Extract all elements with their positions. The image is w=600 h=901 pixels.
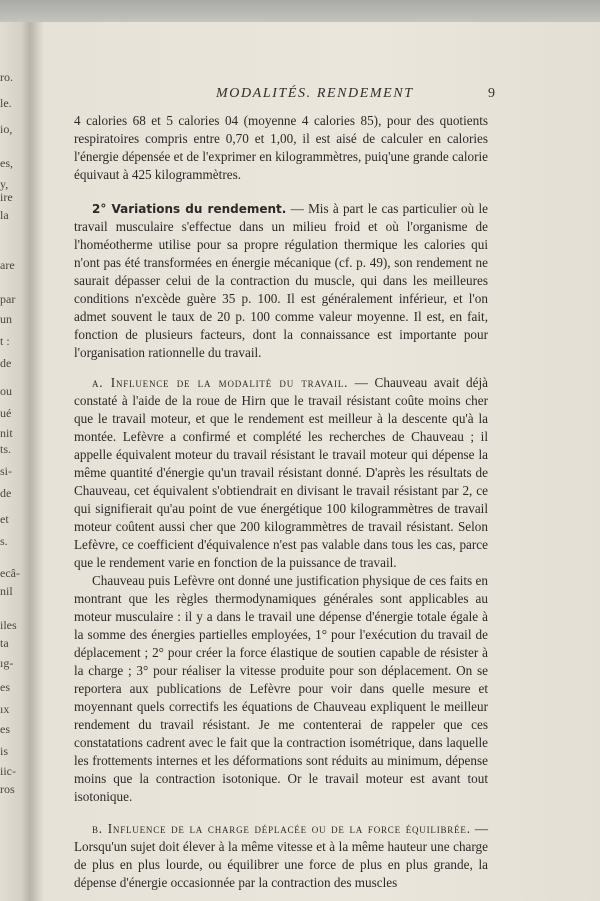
body-text [74, 112, 488, 892]
facing-page-fragment: le. [0, 96, 12, 110]
facing-page-fragment: es [0, 680, 10, 694]
running-head-title: MODALITÉS. RENDEMENT [216, 86, 414, 101]
facing-page-fragment: es, [0, 156, 13, 170]
facing-page-fragment: ire [0, 190, 13, 204]
paragraph-continuation: 4 calories 68 et 5 calories 04 (moyenne 4 calories 85), pour des quotients respiratoires compris entre 0,70 et 1,00, il est aisé de calculer en calories l'énergie dépensée et de l'exprimer en kilogrammètres, puiq'une grande calorie équivaut à 425 kilogrammètres. [74, 113, 488, 182]
page-number: 9 [488, 86, 495, 101]
facing-page-fragment: s. [0, 534, 8, 548]
facing-page-fragment: la [0, 208, 9, 222]
paragraph-body: — Lorsqu'un sujet doit élever à la même vitesse et à la même hauteur une charge de plus en plus lourde, ou équilibrer une force de plus en plus grande, la dépense d'énergie occasionnée par la contraction des muscles [74, 821, 489, 890]
facing-page-fragment: ta [0, 636, 9, 650]
paragraph-influence-modalite [74, 374, 488, 572]
facing-page-fragment: et [0, 512, 9, 526]
facing-page-fragment: un [0, 312, 12, 326]
facing-page-fragment: de [0, 356, 12, 370]
facing-page-fragment: ts. [0, 442, 12, 456]
facing-page-fragment: si- [0, 464, 12, 478]
facing-page-fragment: ou [0, 384, 12, 398]
facing-page-fragment: ecâ- [0, 566, 20, 580]
facing-page-fragment: de [0, 486, 12, 500]
facing-page-fragment: iic- [0, 764, 16, 778]
facing-page-fragment: io, [0, 122, 13, 136]
facing-page-fragment: nil [0, 584, 13, 598]
paragraph-variations-rendement [74, 200, 488, 362]
facing-page-fragment: nit [0, 426, 13, 440]
facing-page-fragment: y, [0, 177, 9, 191]
facing-page-fragment: par [0, 292, 16, 306]
facing-page-fragment: ıx [0, 702, 10, 716]
facing-page-fragment: ıg- [0, 656, 14, 670]
paragraph-body: — Chauveau avait déjà constaté à l'aide de la roue de Hirn que le travail résistant coûte moins cher que le travail moteur, et que le rendement est meilleur à la descente qu'à la montée. Lefèvre a confirmé et complété les recherches de Chauveau ; il appelle équivalent moteur du travail résistant le travail moteur qui dépense la même quantité d'énergie qu'un travail résistant donné. D'après les résultats de Chauveau, cet équivalent s'obtiendrait en divisant le travail résistant par 2, ce qui signifierait qu'au point de vue énergétique 100 kilogrammètres de travail moteur coûtent aussi cher que 200 kilogrammètres de travail résistant. Selon Lefèvre, ce coefficient d'équivalence n'est pas valable dans tous les cas, parce que le rendement varie en fonction de la puissance de travail. [74, 375, 489, 570]
paragraph-justification-physique: Chauveau puis Lefèvre ont donné une justification physique de ces faits en montrant que les règles thermodynamiques générales sont applicables au moteur musculaire : il y a dans le travail une dépense d'énergie totale égale à la somme des énergies partielles employées, 1° pour l'exécution du travail de déplacement ; 2° pour créer la force élastique de soutien capable de résister à la charge ; 3° pour réaliser la vitesse produite pour son déplacement. On se reportera aux publications de Lefèvre pour voir dans quelle mesure et moyennant quels correctifs les équations de Chauveau expliquent le meilleur rendement du travail résistant. Je me contenterai de rappeler que ces constatations cadrent avec le fait que la contraction isométrique, dans laquelle les frottements internes et les déformations sont réduits au minimum, dépense moins que la contraction isotonique. Or le travail moteur est avant tout isotonique. [74, 573, 488, 804]
section-heading-variations: 2° Variations du rendement. [92, 202, 287, 216]
paragraph-influence-charge [74, 820, 488, 892]
subsection-heading-beta: β. Influence de la charge déplacée ou de la force équilibrée. [92, 821, 471, 836]
facing-page-fragment: ué [0, 406, 12, 420]
facing-page-fragment: t : [0, 334, 10, 348]
facing-page-fragment: ro. [0, 70, 13, 84]
facing-page-fragment: iles [0, 618, 17, 632]
subsection-heading-alpha: α. Influence de la modalité du travail. [92, 375, 349, 390]
facing-page-fragment: ros [0, 782, 15, 796]
facing-page-fragment: es [0, 722, 10, 736]
paragraph-body: — Mis à part le cas particulier où le travail musculaire s'effectue dans un milieu froid et où l'organisme de l'homéotherme utilise pour sa propre régulation thermique les calories qui n'ont pas été transformées en énergie mécanique (cf. p. 49), son rendement ne saurait dépasser celui de la contraction du muscle, qui dans les meilleures conditions n'excède guère 35 p. 100. Il est généralement inférieur, et l'on admet souvent le taux de 20 p. 100 comme valeur moyenne. Il est, en fait, fonction de plusieurs facteurs, dont la connaissance est importante pour l'organisation rationnelle du travail. [74, 201, 489, 360]
facing-page-edge [0, 22, 30, 901]
facing-page-fragment: are [0, 258, 15, 272]
running-head [30, 86, 600, 106]
facing-page-fragment: is [0, 744, 9, 758]
book-top-edge [0, 0, 600, 24]
book-page [30, 22, 600, 901]
